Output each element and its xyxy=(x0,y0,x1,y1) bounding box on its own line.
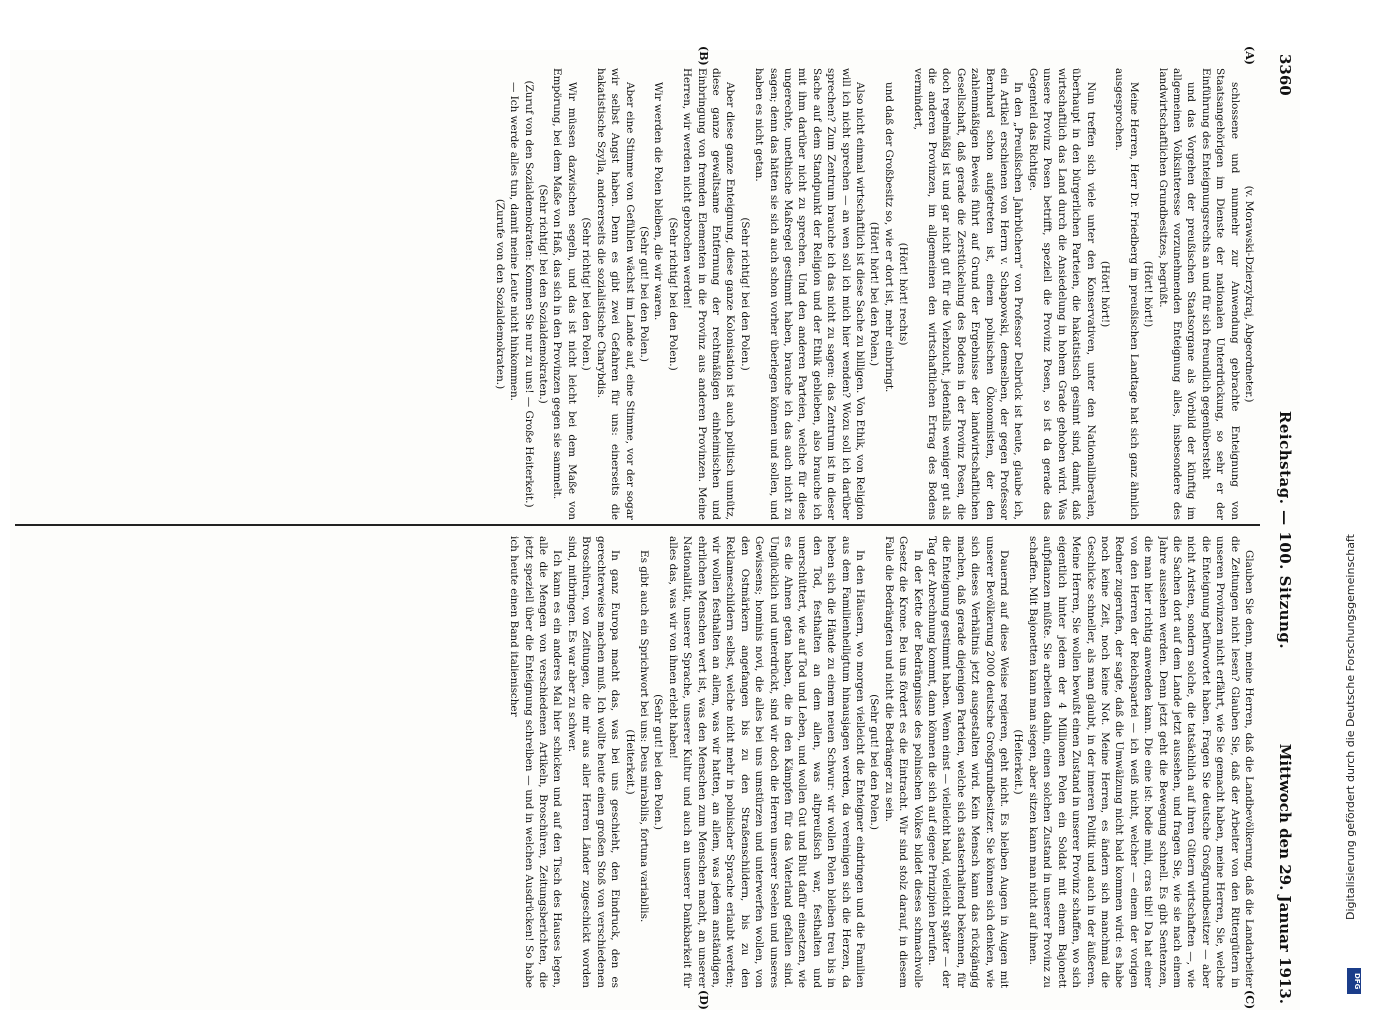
paragraph: Es gibt auch ein Sprichwort bei uns: Deus mirabilis, fortuna variabilis. xyxy=(637,550,650,923)
paragraph: In den „Preußischen Jahrbüchern“ von Professor Delbrück ist heute, glaube ich, ein Artikel erschienen von Herrn v. Schapowski, demselben, der gegen Professor Bernhard schon aufgetreten ist, einem polnischen Ökonomisten, der den zahlenmäßigen Beweis führt auf Grund der Ergebnisse der landwirtschaftlichen Gesellschaft, daß gerade die Zerstückelung des Bodens in der Provinz Posen, die doch regelmäßig ist und gar nicht gut für die Viehzucht, jedenfalls weniger gut als die anderen Provinzen, im allgemeinen den wirtschaftlichen Ertrag des Bodens vermindert, xyxy=(911,68,1025,520)
session-date: Mittwoch den 29. Januar 1913. xyxy=(1276,743,1294,1004)
paragraph: und das Vorgehen der preußischen Staatsorgane als Vorbild der künftig im allgemeinen Volksinteresse vorzunehmenden Enteignung alles, insbesondere des landwirtschaftlichen Grundbesitzes, begrüßt. xyxy=(1156,68,1198,520)
interjection: (Heiterkeit.) xyxy=(1012,729,1025,795)
interjection: (Hört! hört!) xyxy=(1142,260,1155,328)
margin-marker-a: (A) xyxy=(1243,46,1256,65)
paragraph: Aber diese ganze Enteignung, diese ganze Kolonisation ist auch politisch unnütz, diese ganze gewaltsame Entfernung der rechtmäßigen einheimischen und Einbringung von fremden Elementen in die Provinz aus anderen Provinzen. Meine Herren, wir werden nicht gebrochen werden! xyxy=(681,68,737,520)
paragraph: Aber eine Stimme von Gefühlen wächst im Lande auf, eine Stimme, vor der sogar wir selbst Angst haben. Denn es gibt zwei Gefahren für uns: einerseits die hakatistische Szylla, andererseits die sozialistische Charybdis. xyxy=(594,68,636,520)
paragraph: — Ich werde alles tun, damit meine Leute nicht hinkommen. xyxy=(508,82,521,401)
page-number: 3360 xyxy=(1276,54,1294,96)
digitization-credit xyxy=(1340,90,1370,920)
paragraph: Meine Herren, Herr Dr. Friedberg im preußischen Landtage hat sich ganz ähnlich ausgesprochen. xyxy=(1113,68,1140,520)
page-title: Reichstag. — 100. Sitzung. xyxy=(1276,410,1294,650)
digitization-credit-text: Digitalisierung gefördert durch die Deutsche Forschungsgemeinschaft xyxy=(1344,534,1357,920)
paragraph: In der Kette der Bedrängnisse des polnischen Volkes bildet dieses schmachvolle Gesetz die Krone. Bei uns fördert es die Eintracht. Wir sind stolz darauf, in diesem Falle die Bedrängten und nicht die Bedränger zu sein. xyxy=(882,536,924,988)
paragraph: schlossene und nunmehr zur Anwendung gebrachte Enteignung von Staatsangehörigen im Dienste der nationalen Unterdrückung, so sehr er der Einführung des Enteignungsrechts an und für sich freundlich gegenübersteht xyxy=(1199,68,1241,520)
paragraph: In den Häusern, wo morgen vielleicht die Enteigner eindringen und die Familien aus dem Familienheiligtum hinausjagen werden, da vereinigen sich die Herzen, da heben sich die Hände zu einem neuen Schwur: wir wollen Polen bleiben treu bis in den Tod, festhalten an dem allen, was altpreußisch war, festhalten und unerschüttert, wie auf Tod und Leben, und wollen Gut und Blut dafür einsetzen, wie es die Ahnen getan haben, die in den Kämpfen für das Vaterland gefallen sind. Unglücklich und unterdrückt, sind wir doch die Herren unserer Seelen und unseres Gewissens; hominis novi, die alles bei uns umstürzen und unterwerfen wollen, von den Ostmärkern angefangen bis zu den Straßenschildern, bis zu den Reklameschildern selbst, welche nicht mehr in polnischer Sprache erlaubt werden; wir wollen festhalten an allem, was wir hatten, an allem, was jedem anständigen, ehrlichen Menschen wert ist, was den Menschen zum Menschen macht, an unserer Nationalität, unserer Sprache, unserer Kultur und auch an unserer Dankbarkeit für alles das, was wir von ihnen erlebt haben! xyxy=(666,536,867,988)
margin-marker-b: (B) xyxy=(697,46,710,66)
left-text-column xyxy=(16,68,1256,520)
paragraph: Dauernd auf diese Weise regieren, geht nicht. Es bleiben Augen in Augen mit unserer Bevölkerung 2000 deutsche Großgrundbesitzer. Sie können sich denken, wie sich dieses Verhältnis jetzt ausgestalten wird. Kein Mensch kann das rückgängig machen, daß gerade diejenigen Parteien, welche sich staatserhaltend bekennen, für die Enteignung gestimmt haben. Wenn einst — vielleicht bald, vielleicht später — der Tag der Abrechnung kommt, dann können die sich auf eigene Prinzipien berufen. xyxy=(926,536,1011,988)
interjection: (v. Morawski-Dzierzykraj, Abgeordneter.) xyxy=(1243,185,1255,403)
page-header xyxy=(1260,50,1300,1010)
rotated-page-scan xyxy=(10,46,1300,1010)
paragraph: Ich kann es ein anderes Mal hier schicken und auf den Tisch des Hauses legen, alle die Mengen von verschiedenen Artikeln, Broschüren, Zeitungsberichten, die jetzt speziell über die Enteignung schreiben — und in welchen Ausdrücken! So habe ich heute einen Band italienischer xyxy=(508,536,564,988)
interjection: (Zurufe von den Sozialdemokraten.) xyxy=(493,198,506,390)
paragraph: Wir werden die Polen bleiben, die wir waren. xyxy=(652,82,665,321)
column-divider xyxy=(15,524,1260,526)
paragraph: Wir müssen dazwischen segeln, und das ist nicht leicht bei dem Maße von Empörung, bei dem Maße von Haß, das sich in den Provinzen gegen sie sammelt. xyxy=(551,68,578,520)
margin-marker-d: (D) xyxy=(697,990,710,1010)
interjection: (Hört! hört! rechts) xyxy=(897,242,910,346)
interjection: (Zuruf von den Sozialdemokraten: Kommen Sie nur zu uns! — Große Heiterkeit.) xyxy=(522,80,535,508)
interjection: (Hört! hört! bei den Polen.) xyxy=(868,221,881,367)
paragraph: In ganz Europa macht das, was bei uns geschieht, den Eindruck, den es gerechterweise machen muß. Ich wollte heute einen großen Stoß von verschiedenen Broschüren, von Zeitungen, die mir aus aller Herren Länder zugeschickt worden sind, mitbringen. Es war aber zu schwer. xyxy=(565,536,622,988)
dfg-logo: DFG xyxy=(1347,968,1361,994)
interjection: (Sehr richtig! bei den Polen.) xyxy=(738,217,751,371)
paragraph: und daß der Großbesitz so, wie er dort ist, mehr einbringt. xyxy=(882,82,895,393)
paragraph: Nun treffen sich viele unter den Konservativen, unter den Nationalliberalen, überhaupt in den bürgerlichen Parteien, die hakatistisch gesinnt sind, damit, daß wirtschaftlich das Land durch die Ansiedelung in hohem Grade gehoben wird. Was unsere Provinz Posen betrifft, speziell die Provinz Posen, so ist da gerade das Gegenteil das Richtige. xyxy=(1026,68,1097,520)
interjection: (Heiterkeit.) xyxy=(623,729,636,795)
interjection: (Sehr gut! bei den Polen.) xyxy=(637,226,650,362)
interjection: (Sehr richtig! bei den Polen.) xyxy=(666,217,679,371)
paragraph: Also nicht einmal wirtschaftlich ist diese Sache zu billigen. Von Ethik, von Religion will ich nicht sprechen — an wen soll ich mich hier wenden? Wozu soll ich darüber sprechen? Zum Zentrum brauche ich das nicht zu sagen: das Zentrum ist in dieser Sache auf dem Standpunkt der Religion und der Ethik geblieben, also brauche ich mit ihm darüber nicht zu sprechen. Und den anderen Parteien, welche für diese ungerechte, unethische Maßregel gestimmt haben, brauche ich das auch nicht zu sagen; denn das hätten sie sich auch schon vorher überlegen können und sollen, und haben es nicht getan. xyxy=(753,68,867,520)
paragraph: Glauben Sie denn, meine Herren, daß die Landbevölkerung, daß die Landarbeiter die Zeitungen nicht lesen? Glauben Sie, daß der Arbeiter von den Rittergütern in unseren Provinzen nicht erfährt, wie Sie gemacht haben, meine Herren, Sie, welche die Enteignung befürwortet haben. Fragen Sie deutsche Großgrundbesitzer — aber nicht Aristen, sondern solche, die tatsächlich auf ihren Gütern wirtschaften —, wie die Sachen dort auf dem Lande jetzt aussehen, und fragen Sie, wie sie nach einem Jahre aussehen werden. Denn jetzt geht die Bewegung schnell. Es gibt Sentenzen, die man hier richtig anwenden kann. Die eine ist: hodie mihi, cras tibi! Da hat einer von den Herren der Reichspartei — ich weiß nicht, welcher — einem der vorigen Redner zugerufen, der sagte, daß die Umwälzung nicht bald kommen wird: es habe noch keine Zeit, noch keine Not. Meine Herren, es ändern sich manchmal die Geschicke schneller, als man glaubt, in der inneren Politik und auch in der äußeren. Meine Herren, Sie wollen bewußt einen Zustand in unserer Provinz schaffen, wo sich eigentlich hinter jedem der 4 Millionen Polen ein Soldat mit einem Bajonett aufpflanzen müßte. Sie arbeiten dahin, einen solchen Zustand in unserer Provinz zu schaffen. Mit Bajonetten kann man siegen, aber sitzen kann man nicht auf ihnen. xyxy=(1026,536,1255,988)
margin-marker-c: (C) xyxy=(1243,990,1256,1010)
interjection: (Hört! hört!) xyxy=(1098,260,1111,328)
interjection: (Sehr richtig! bei den Polen.) xyxy=(580,217,593,371)
right-text-column xyxy=(16,536,1256,988)
interjection: (Sehr gut! bei den Polen.) xyxy=(652,694,665,830)
interjection: (Sehr richtig! bei den Sozialdemokraten.) xyxy=(537,184,550,404)
interjection: (Sehr gut! bei den Polen.) xyxy=(868,694,881,830)
